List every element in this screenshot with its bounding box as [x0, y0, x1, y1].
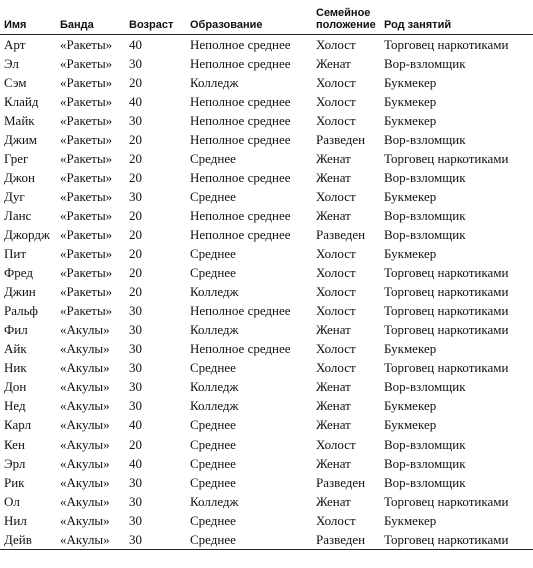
table-row	[0, 415, 533, 434]
cell-occupation: Вор-взломщик	[384, 436, 466, 452]
cell-marital-status: Холост	[316, 246, 356, 262]
cell-marital-status: Женат	[316, 322, 351, 338]
cell-age: 30	[129, 474, 142, 490]
cell-marital-status: Женат	[316, 169, 351, 185]
cell-age: 30	[129, 493, 142, 509]
cell-name: Эл	[4, 55, 19, 71]
cell-age: 20	[129, 284, 142, 300]
cell-name: Карл	[4, 417, 32, 433]
cell-occupation: Торговец наркотиками	[384, 303, 509, 319]
cell-name: Клайд	[4, 93, 39, 109]
cell-name: Дейв	[0, 530, 58, 550]
cell-education: Среднее	[190, 455, 236, 471]
cell-education: Неполное среднее	[190, 226, 291, 242]
cell-education: Колледж	[190, 322, 239, 338]
cell-name: Ник	[4, 360, 27, 376]
cell-education: Среднее	[190, 246, 236, 262]
cell-age: 30	[129, 341, 142, 357]
cell-name: Фред	[4, 265, 33, 281]
cell-education: Неполное среднее	[190, 169, 291, 185]
cell-occupation: Вор-взломщик	[384, 379, 466, 395]
cell-gang: «Акулы»	[58, 530, 127, 550]
header-gang: Банда	[58, 0, 127, 34]
header-age: Возраст	[127, 0, 188, 34]
cell-education: Неполное среднее	[190, 36, 291, 52]
cell-name: Джон	[4, 169, 35, 185]
header-education: Образование	[188, 0, 314, 34]
cell-occupation: Вор-взломщик	[384, 226, 466, 242]
cell-marital-status: Холост	[316, 284, 356, 300]
table-row	[0, 54, 533, 73]
cell-age: 40	[129, 93, 142, 109]
cell-name: Дон	[4, 379, 27, 395]
cell-age: 30	[129, 360, 142, 376]
cell-occupation: Вор-взломщик	[384, 131, 466, 147]
cell-gang: «Акулы»	[60, 493, 110, 509]
cell-gang: «Акулы»	[60, 417, 110, 433]
cell-name: Дуг	[4, 188, 25, 204]
table-body	[0, 34, 533, 549]
cell-age: 20	[129, 207, 142, 223]
cell-name: Джим	[4, 131, 38, 147]
cell-marital-status: Холост	[316, 436, 356, 452]
cell-education: Среднее	[188, 530, 314, 550]
table-row	[0, 187, 533, 206]
cell-education: Колледж	[190, 284, 239, 300]
table-header	[0, 0, 533, 34]
header-marital-status	[314, 0, 382, 34]
cell-name: Пит	[4, 246, 27, 262]
cell-gang: «Акулы»	[60, 341, 110, 357]
cell-gang: «Ракеты»	[60, 284, 113, 300]
cell-age: 30	[129, 303, 142, 319]
cell-name: Майк	[4, 112, 35, 128]
cell-gang: «Ракеты»	[60, 93, 113, 109]
cell-age: 30	[129, 398, 142, 414]
table-row	[0, 225, 533, 244]
cell-age: 20	[129, 265, 142, 281]
header-marital-line2: положение	[316, 18, 376, 31]
cell-gang: «Ракеты»	[60, 150, 113, 166]
cell-name: Фил	[4, 322, 28, 338]
cell-education: Среднее	[190, 474, 236, 490]
header-name: Имя	[0, 0, 58, 34]
table-row	[0, 339, 533, 358]
cell-marital-status: Женат	[316, 379, 351, 395]
cell-gang: «Ракеты»	[60, 36, 113, 52]
cell-age: 20	[129, 74, 142, 90]
cell-gang: «Акулы»	[60, 455, 110, 471]
cell-age: 20	[129, 226, 142, 242]
cell-gang: «Акулы»	[60, 474, 110, 490]
cell-education: Среднее	[190, 417, 236, 433]
cell-education: Колледж	[190, 379, 239, 395]
cell-marital-status: Разведен	[316, 131, 366, 147]
cell-gang: «Ракеты»	[60, 74, 113, 90]
cell-gang: «Ракеты»	[60, 55, 113, 71]
cell-education: Неполное среднее	[190, 112, 291, 128]
cell-occupation: Торговец наркотиками	[384, 150, 509, 166]
cell-education: Среднее	[190, 265, 236, 281]
cell-marital-status: Холост	[316, 360, 356, 376]
cell-marital-status: Холост	[316, 112, 356, 128]
cell-occupation: Вор-взломщик	[384, 455, 466, 471]
cell-occupation: Букмекер	[384, 93, 437, 109]
cell-gang: «Ракеты»	[60, 265, 113, 281]
cell-occupation: Торговец наркотиками	[384, 36, 509, 52]
cell-name: Ральф	[4, 303, 38, 319]
cell-gang: «Акулы»	[60, 379, 110, 395]
cell-gang: «Ракеты»	[60, 169, 113, 185]
cell-gang: «Ракеты»	[60, 112, 113, 128]
cell-marital-status: Холост	[316, 36, 356, 52]
cell-occupation: Вор-взломщик	[384, 55, 466, 71]
cell-education: Неполное среднее	[190, 303, 291, 319]
table-row	[0, 206, 533, 225]
cell-age: 30	[129, 322, 142, 338]
cell-marital-status: Холост	[316, 303, 356, 319]
cell-occupation: Букмекер	[384, 341, 437, 357]
table-row	[0, 377, 533, 396]
cell-gang: «Акулы»	[60, 360, 110, 376]
cell-education: Среднее	[190, 436, 236, 452]
table-row	[0, 301, 533, 320]
cell-occupation: Букмекер	[384, 417, 437, 433]
cell-name: Эрл	[4, 455, 26, 471]
cell-gang: «Ракеты»	[60, 207, 113, 223]
table-row	[0, 396, 533, 415]
cell-education: Колледж	[190, 74, 239, 90]
cell-marital-status: Холост	[316, 512, 356, 528]
cell-name: Сэм	[4, 74, 27, 90]
cell-age: 30	[127, 530, 188, 550]
cell-occupation: Букмекер	[384, 188, 437, 204]
cell-education: Среднее	[190, 512, 236, 528]
table-row	[0, 511, 533, 530]
table-row	[0, 149, 533, 168]
cell-name: Джин	[4, 284, 36, 300]
cell-marital-status: Разведен	[316, 226, 366, 242]
table-row	[0, 73, 533, 92]
table-row	[0, 244, 533, 263]
cell-age: 30	[129, 55, 142, 71]
cell-age: 20	[129, 131, 142, 147]
cell-age: 30	[129, 188, 142, 204]
cell-name: Арт	[4, 36, 26, 52]
table-row	[0, 92, 533, 111]
cell-occupation: Букмекер	[384, 246, 437, 262]
cell-occupation: Торговец наркотиками	[384, 322, 509, 338]
cell-occupation: Торговец наркотиками	[384, 360, 509, 376]
cell-gang: «Ракеты»	[60, 131, 113, 147]
table-row	[0, 320, 533, 339]
table-row	[0, 530, 533, 550]
cell-occupation: Торговец наркотиками	[384, 284, 509, 300]
cell-marital-status: Холост	[316, 265, 356, 281]
table-row	[0, 358, 533, 377]
cell-age: 20	[129, 246, 142, 262]
cell-occupation: Торговец наркотиками	[384, 493, 509, 509]
cell-gang: «Ракеты»	[60, 246, 113, 262]
header-marital-line1: Семейное	[316, 6, 371, 19]
cell-marital-status: Холост	[316, 74, 356, 90]
cell-education: Среднее	[190, 150, 236, 166]
cell-education: Неполное среднее	[190, 341, 291, 357]
cell-age: 20	[129, 169, 142, 185]
cell-occupation: Букмекер	[384, 112, 437, 128]
cell-education: Среднее	[190, 188, 236, 204]
cell-marital-status: Разведен	[316, 474, 366, 490]
table-row	[0, 434, 533, 453]
table-row	[0, 34, 533, 54]
cell-occupation: Торговец наркотиками	[382, 530, 533, 550]
cell-gang: «Акулы»	[60, 512, 110, 528]
cell-name: Ланс	[4, 207, 32, 223]
header-row	[0, 0, 533, 34]
cell-age: 40	[129, 455, 142, 471]
cell-marital-status: Разведен	[314, 530, 382, 550]
cell-name: Айк	[4, 341, 27, 357]
cell-occupation: Вор-взломщик	[384, 474, 466, 490]
cell-marital-status: Женат	[316, 455, 351, 471]
cell-occupation: Торговец наркотиками	[384, 265, 509, 281]
cell-marital-status: Женат	[316, 493, 351, 509]
cell-occupation: Букмекер	[384, 398, 437, 414]
header-occupation: Род занятий	[382, 0, 533, 34]
cell-education: Неполное среднее	[190, 131, 291, 147]
cell-education: Колледж	[190, 493, 239, 509]
cell-name: Нед	[4, 398, 26, 414]
cell-gang: «Акулы»	[60, 322, 110, 338]
cell-age: 30	[129, 112, 142, 128]
cell-name: Грег	[4, 150, 29, 166]
cell-marital-status: Женат	[316, 150, 351, 166]
cell-marital-status: Женат	[316, 55, 351, 71]
cell-marital-status: Холост	[316, 93, 356, 109]
table-row	[0, 473, 533, 492]
cell-gang: «Ракеты»	[60, 188, 113, 204]
cell-name: Ол	[4, 493, 20, 509]
cell-name: Джордж	[4, 226, 50, 242]
cell-age: 20	[129, 150, 142, 166]
cell-marital-status: Холост	[316, 341, 356, 357]
cell-education: Среднее	[190, 360, 236, 376]
cell-occupation: Вор-взломщик	[384, 207, 466, 223]
cell-occupation: Вор-взломщик	[384, 169, 466, 185]
cell-name: Рик	[4, 474, 25, 490]
cell-name: Нил	[4, 512, 27, 528]
cell-gang: «Ракеты»	[60, 303, 113, 319]
table-row	[0, 130, 533, 149]
cell-name: Кен	[4, 436, 25, 452]
cell-occupation: Букмекер	[384, 512, 437, 528]
cell-age: 30	[129, 512, 142, 528]
cell-marital-status: Женат	[316, 417, 351, 433]
table-row	[0, 263, 533, 282]
cell-education: Неполное среднее	[190, 93, 291, 109]
cell-gang: «Акулы»	[60, 398, 110, 414]
table-row	[0, 111, 533, 130]
cell-marital-status: Женат	[316, 398, 351, 414]
cell-occupation: Букмекер	[384, 74, 437, 90]
cell-age: 20	[129, 436, 142, 452]
cell-education: Колледж	[190, 398, 239, 414]
cell-age: 40	[129, 417, 142, 433]
cell-gang: «Ракеты»	[60, 226, 113, 242]
table-row	[0, 168, 533, 187]
cell-age: 30	[129, 379, 142, 395]
cell-age: 40	[129, 36, 142, 52]
cell-gang: «Акулы»	[60, 436, 110, 452]
cell-education: Неполное среднее	[190, 207, 291, 223]
cell-marital-status: Женат	[316, 207, 351, 223]
cell-marital-status: Холост	[316, 188, 356, 204]
table-row	[0, 454, 533, 473]
table-row	[0, 492, 533, 511]
table-row	[0, 282, 533, 301]
cell-education: Неполное среднее	[190, 55, 291, 71]
